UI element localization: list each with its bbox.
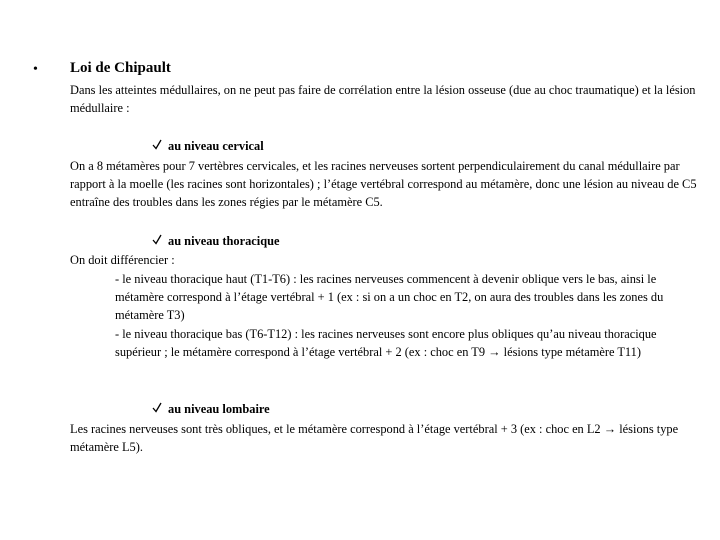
checkmark-icon <box>152 139 162 150</box>
cervical-text: On a 8 métamères pour 7 vertèbres cervicales, et les racines nerveuses sortent perpendiculairement du canal médullaire par rapport à la moelle (les racines sont horizontales) ; l’étage vertébral correspond au métamère, donc une lésion au niveau de C5 entraîne des troubles dans les zones régies par le métamère C5. <box>70 159 697 209</box>
lombaire-heading <box>152 400 270 418</box>
lombaire-text <box>70 420 710 456</box>
checkmark-icon <box>152 234 162 245</box>
slide-title: Loi de Chipault <box>70 60 171 76</box>
right-arrow-icon: → <box>603 422 617 436</box>
thoracique-bas-text: - le niveau thoracique bas (T6-T12) : les racines nerveuses sont encore plus obliques qu’au niveau thoracique supérieur ; le métamère correspond à l’étage vertébral + 2 (ex : choc en T9 <box>115 327 657 359</box>
lombaire-text-main: Les racines nerveuses sont très obliques, et le métamère correspond à l’étage vertébral + 3 (ex : choc en L2 <box>70 422 601 436</box>
checkmark-icon <box>152 402 162 413</box>
thoracique-haut-item: - le niveau thoracique haut (T1-T6) : les racines nerveuses commencent à devenir oblique vers le bas, ainsi le métamère correspond à l’étage vertébral + 1 (ex : si on a un choc en T2, on aura des troubles dans les zones du métamère T3) <box>115 272 664 322</box>
thoracique-intro: On doit différencier : <box>70 253 175 267</box>
lombaire-heading-label: au niveau lombaire <box>168 402 270 416</box>
cervical-heading-label: au niveau cervical <box>168 139 264 153</box>
thoracique-bas-item <box>115 325 690 361</box>
right-arrow-icon: → <box>488 345 501 359</box>
thoracique-heading-label: au niveau thoracique <box>168 234 280 248</box>
thoracique-bas-result: lésions type métamère T11) <box>503 345 641 359</box>
lombaire-text-result: lésions type métamère L5). <box>70 422 679 454</box>
thoracique-heading <box>152 232 280 250</box>
bullet-point: • <box>33 62 38 77</box>
intro-paragraph: Dans les atteintes médullaires, on ne peut pas faire de corrélation entre la lésion osseuse (due au choc traumatique) et la lésion médullaire : <box>70 83 696 115</box>
cervical-heading <box>152 137 264 155</box>
